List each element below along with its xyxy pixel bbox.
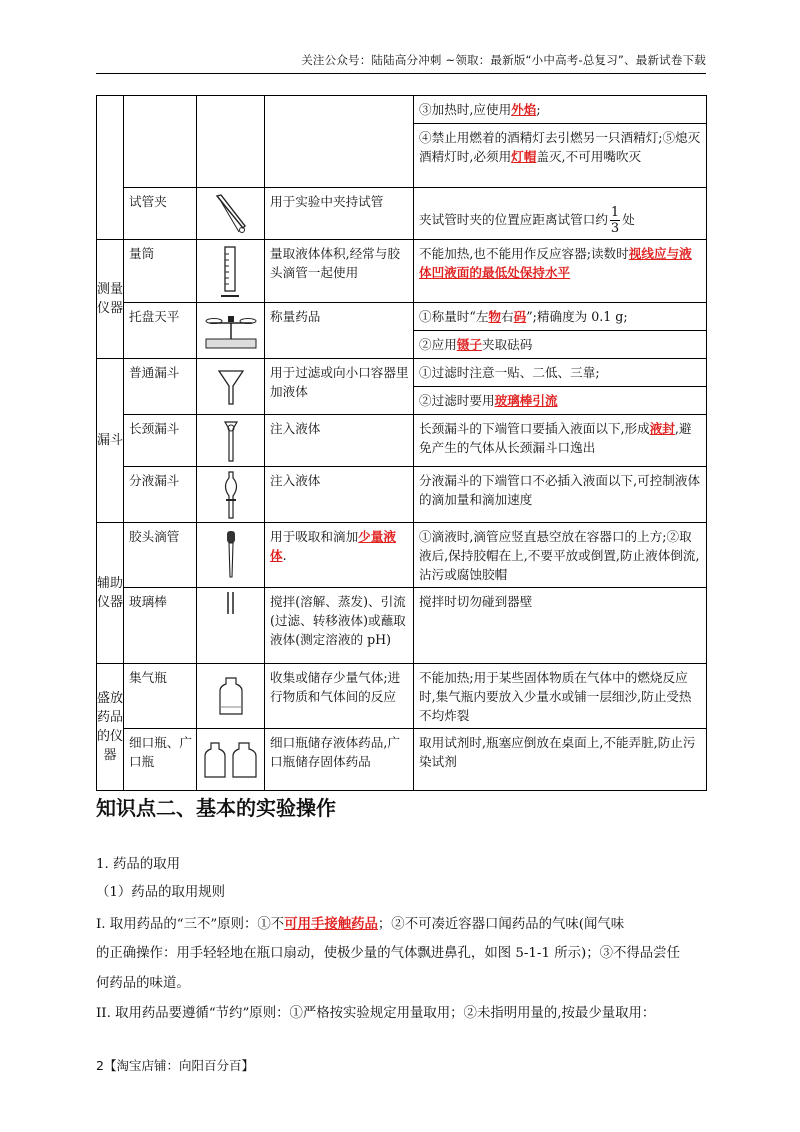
- page-footer: 2【淘宝店铺：向阳百分百】: [96, 1058, 254, 1073]
- instrument-table: [96, 95, 707, 791]
- paragraph: 何药品的味道。: [96, 976, 190, 991]
- table-row: [97, 664, 707, 729]
- glass-rod-icon: [197, 588, 265, 664]
- table-row: [97, 523, 707, 588]
- paragraph: II. 取用药品要遵循“节约”原则：①严格按实验规定用量取用；②未指明用量的,按最少量取用：: [96, 1006, 656, 1021]
- note-heating: ③加热时,应使用外焰;: [419, 102, 541, 117]
- category-storage: 盛放药品的仪器: [97, 664, 124, 791]
- long-neck-funnel-icon: [197, 415, 265, 467]
- paragraph: （1）药品的取用规则: [96, 885, 226, 900]
- instrument-name: 量筒: [124, 240, 197, 303]
- note-glass-rod: ②过滤时要用玻璃棒引流: [414, 386, 706, 414]
- dropper-icon: [197, 523, 265, 588]
- table-row: [97, 467, 707, 523]
- instrument-use: 称量药品: [265, 303, 414, 359]
- instrument-use: 收集或储存少量气体;进行物质和气体间的反应: [265, 664, 414, 729]
- instrument-note: 夹试管时夹的位置应距离试管口约 $\frac{1}{3}$ 处: [414, 188, 707, 240]
- instrument-note: ①滴液时,滴管应竖直悬空放在容器口的上方;②取液后,保持胶帽在上,不要平放或倒置,防止液体倒流,沾污或腐蚀胶帽: [414, 523, 707, 588]
- category-measure: 测量仪器: [97, 240, 124, 359]
- gas-bottle-icon: [197, 664, 265, 729]
- instrument-note: 搅拌时切勿碰到器壁: [414, 588, 707, 664]
- reagent-bottles-icon: [197, 729, 265, 791]
- instrument-name: 分液漏斗: [124, 467, 197, 523]
- instrument-use: 搅拌(溶解、蒸发)、引流(过滤、转移液体)或蘸取液体(测定溶液的 pH): [265, 588, 414, 664]
- funnel-icon: [197, 359, 265, 415]
- instrument-name: 试管夹: [124, 188, 197, 240]
- instrument-use: 量取液体体积,经常与胶头滴管一起使用: [265, 240, 414, 303]
- balance-icon: [197, 303, 265, 359]
- instrument-use: 注入液体: [265, 467, 414, 523]
- table-row: [97, 588, 707, 664]
- instrument-note: 不能加热,也不能用作反应容器;读数时视线应与液体凹液面的最低处保持水平: [414, 240, 707, 303]
- note-lamp-safety: ④禁止用燃着的酒精灯去引燃另一只酒精灯;⑤熄灭酒精灯时,必须用灯帽盖灭,不可用嘴吹灭: [414, 123, 706, 187]
- instrument-use: 用于实验中夹持试管: [265, 188, 414, 240]
- note-filter-rule: ①过滤时注意一贴、二低、三靠;: [419, 365, 600, 380]
- instrument-use: 细口瓶储存液体药品,广口瓶储存固体药品: [265, 729, 414, 791]
- table-row: [97, 96, 707, 188]
- paragraph: 的正确操作：用手轻轻地在瓶口扇动，使极少量的气体飘进鼻孔，如图 5-1-1 所示)；③不得品尝任: [96, 946, 680, 961]
- instrument-name: 长颈漏斗: [124, 415, 197, 467]
- instrument-note: 分液漏斗的下端管口不必插入液面以下,可控制液体的滴加量和滴加速度: [414, 467, 707, 523]
- page-header: 关注公众号：陆陆高分冲刺 ~领取：最新版“小中高考-总复习”、最新试卷下载: [301, 53, 706, 67]
- table-row: [97, 240, 707, 303]
- table-row: [97, 415, 707, 467]
- note-tweezers: ②应用镊子夹取砝码: [414, 330, 706, 358]
- instrument-name: 托盘天平: [124, 303, 197, 359]
- category-auxiliary: 辅助仪器: [97, 523, 124, 664]
- paragraph: I. 取用药品的“三不”原则：①不可用手接触药品；②不可凑近容器口闻药品的气味(闻气味: [96, 916, 625, 932]
- paragraph: 1. 药品的取用: [96, 857, 180, 872]
- instrument-use: 用于吸取和滴加少量液体.: [265, 523, 414, 588]
- instrument-name: 胶头滴管: [124, 523, 197, 588]
- table-row: [97, 303, 707, 359]
- instrument-note: 不能加热;用于某些固体物质在气体中的燃烧反应时,集气瓶内要放入少量水或铺一层细沙,防止受热不均炸裂: [414, 664, 707, 729]
- table-row: [97, 359, 707, 415]
- table-row: [97, 729, 707, 791]
- table-row: [97, 188, 707, 240]
- category-cell-empty: [97, 96, 124, 240]
- instrument-note: 长颈漏斗的下端管口要插入液面以下,形成液封,避免产生的气体从长颈漏斗口逸出: [414, 415, 707, 467]
- instrument-use: 用于过滤或向小口容器里加液体: [265, 359, 414, 415]
- note-weighing: ①称量时“左物右码”;精确度为 0.1 g;: [419, 309, 628, 324]
- fraction: $\frac{1}{3}$: [610, 205, 620, 236]
- separatory-funnel-icon: [197, 467, 265, 523]
- instrument-name: 普通漏斗: [124, 359, 197, 415]
- instrument-name: 细口瓶、广口瓶: [124, 729, 197, 791]
- instrument-name: 集气瓶: [124, 664, 197, 729]
- test-tube-holder-icon: [197, 188, 265, 240]
- graduated-cylinder-icon: [197, 240, 265, 303]
- section-title: 知识点二、基本的实验操作: [96, 796, 336, 820]
- category-funnel: 漏斗: [97, 359, 124, 523]
- instrument-use: 注入液体: [265, 415, 414, 467]
- instrument-name: 玻璃棒: [124, 588, 197, 664]
- instrument-note: 取用试剂时,瓶塞应倒放在桌面上,不能弄脏,防止污染试剂: [414, 729, 707, 791]
- header-divider: [96, 73, 706, 74]
